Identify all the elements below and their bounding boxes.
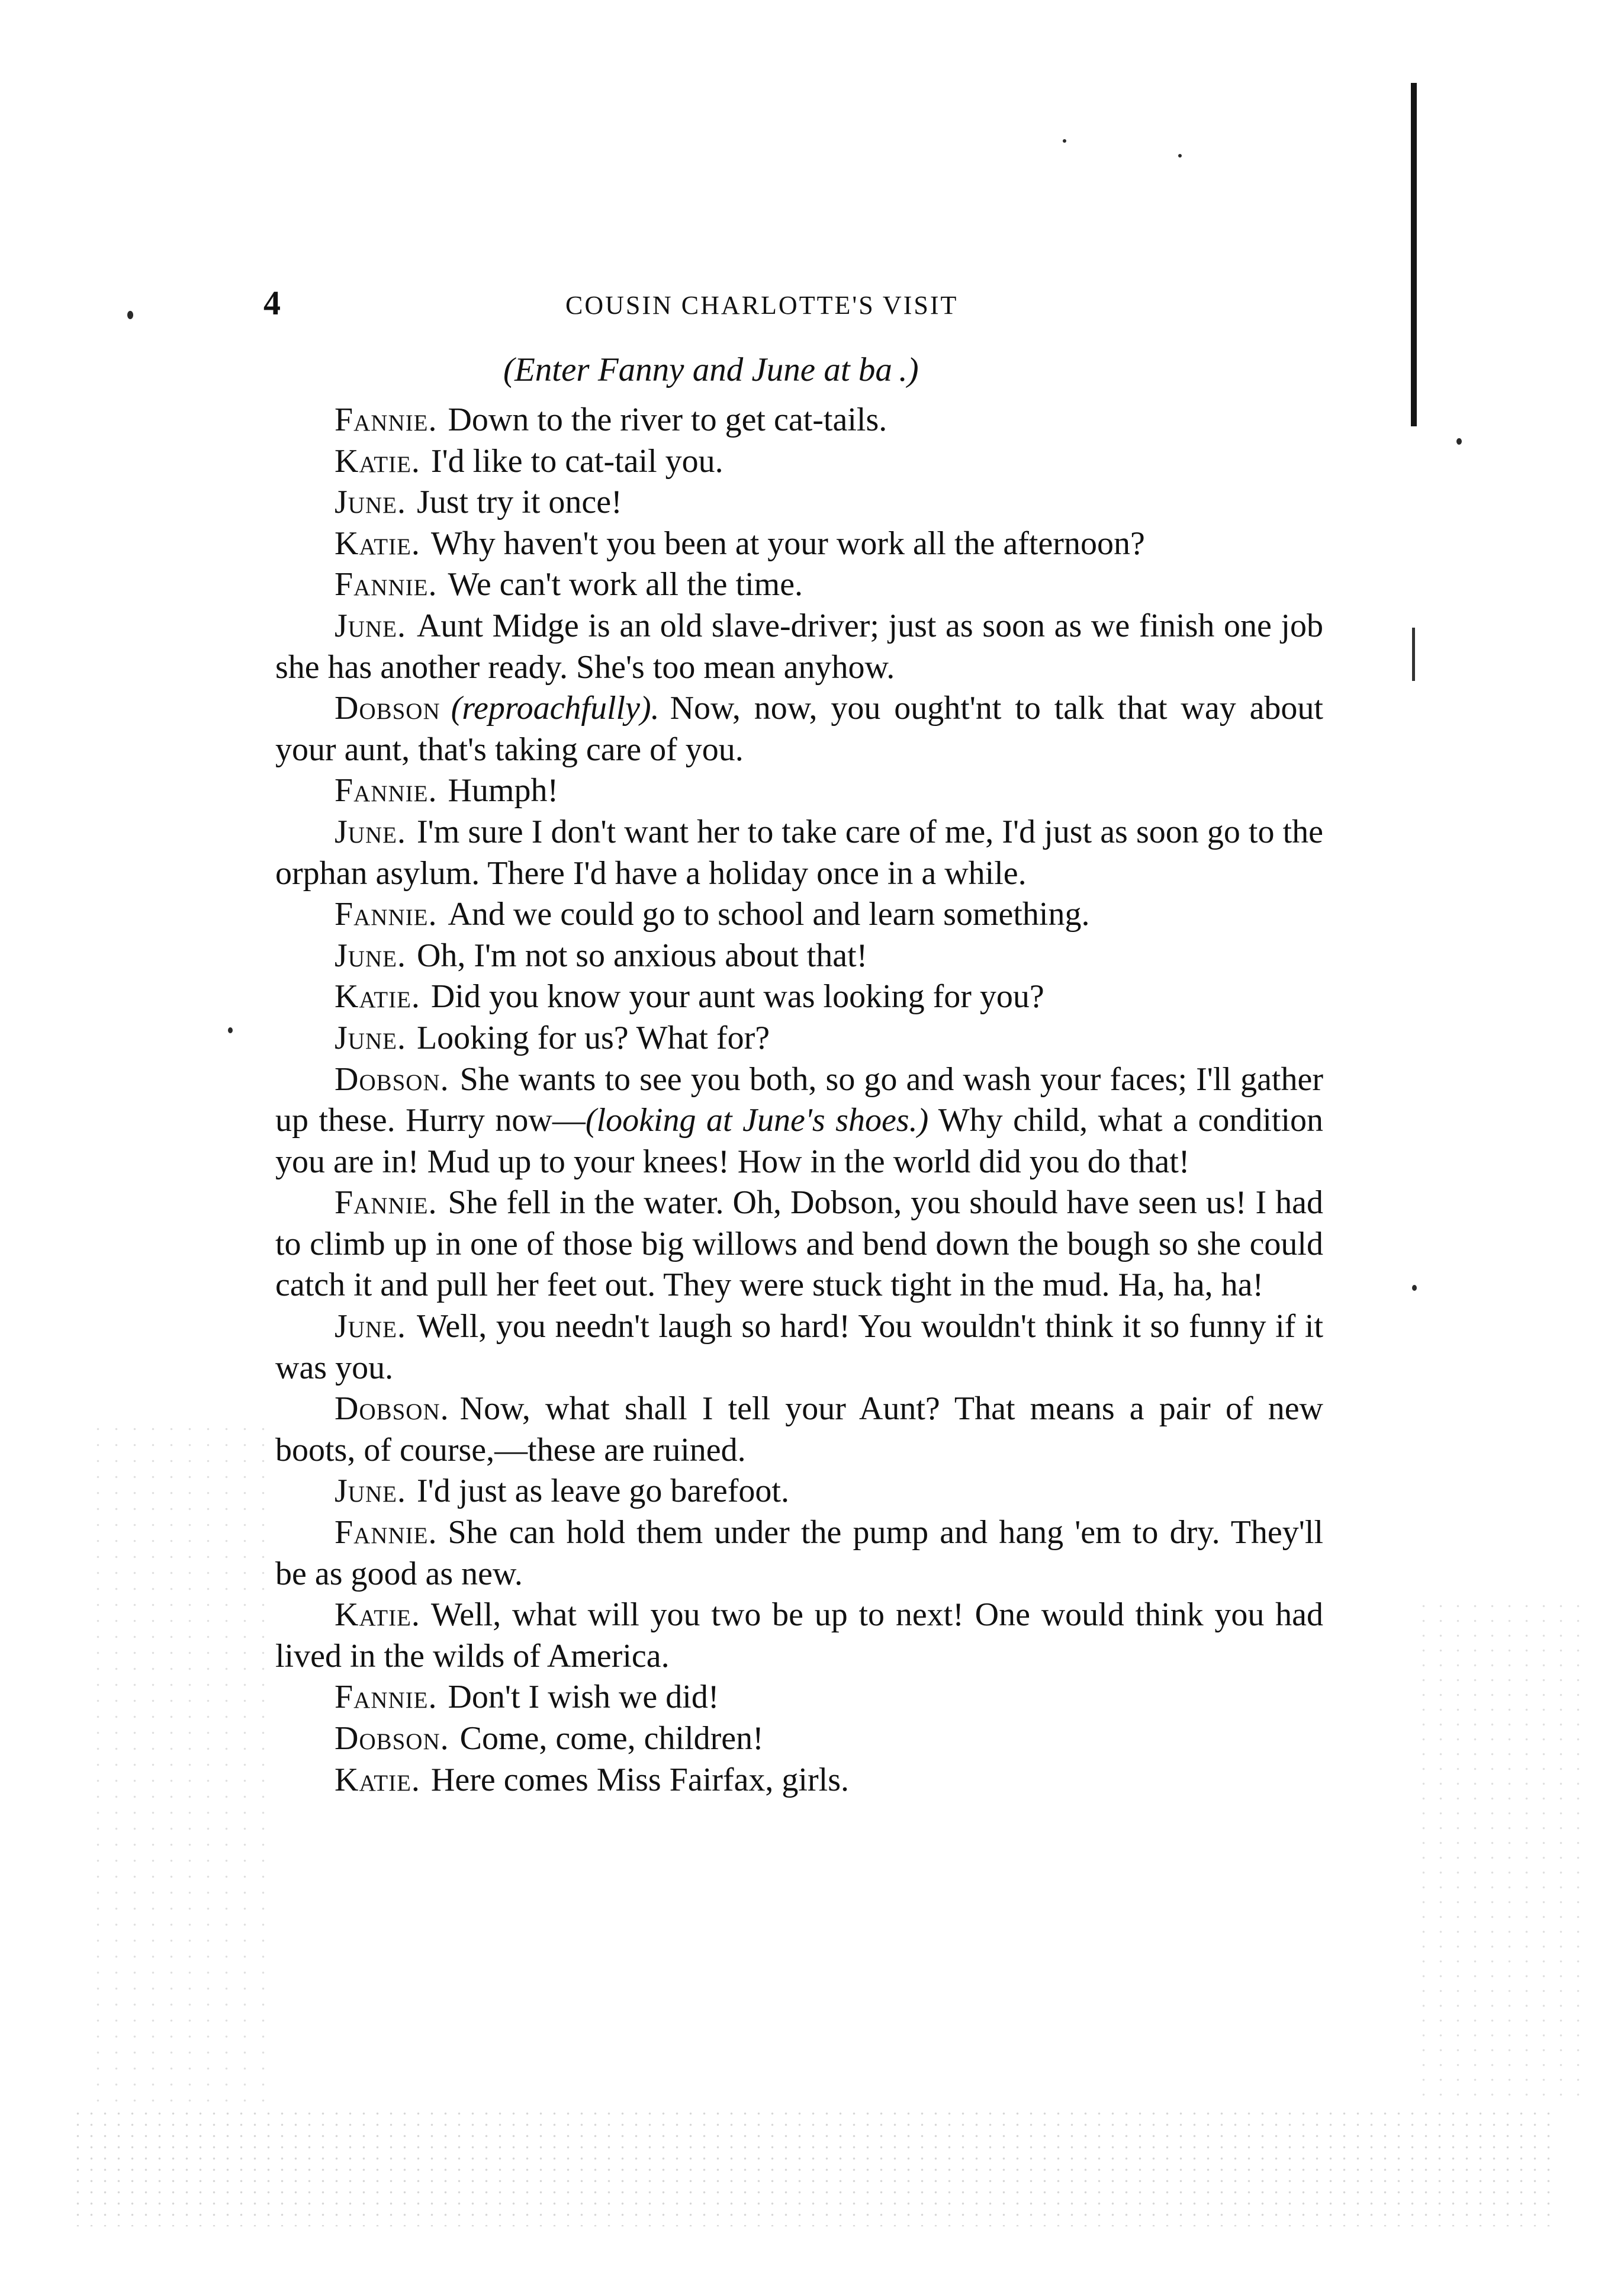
stage-direction: (Enter Fanny and June at ba .) [503, 351, 919, 388]
speech-text: Oh, I'm not so anxious about that! [416, 937, 868, 974]
speech-line [275, 936, 1323, 977]
speech-line [275, 441, 1323, 483]
speech-line [275, 606, 1323, 688]
speech-text: I'd just as leave go barefoot. [416, 1473, 789, 1510]
speech-text-continued: Why child, what a condition you are in! Mud up to your knees! How in the world did you do that! [275, 1102, 1324, 1180]
speech-text: We can't work all the time. [448, 566, 803, 603]
binding-edge-rule [1411, 83, 1417, 426]
speech-line [275, 894, 1323, 936]
speech-line [275, 1471, 1323, 1512]
speaker-name: Dobson. [335, 1390, 449, 1428]
speech-text: Well, you needn't laugh so hard! You wouldn't think it so funny if it was you. [275, 1308, 1323, 1386]
speaker-name: June. [335, 1019, 406, 1056]
speech-line [275, 1018, 1323, 1059]
speech-line [275, 770, 1323, 812]
speech-text: Well, what will you two be up to next! One would think you had lived in the wilds of America. [275, 1596, 1323, 1675]
speech-line [275, 1595, 1323, 1677]
speech-line [275, 1306, 1323, 1389]
speech-text: And we could go to school and learn something. [448, 896, 1090, 933]
scan-noise-bottom [71, 2108, 1551, 2226]
speech-text: Down to the river to get cat-tails. [448, 401, 887, 438]
scan-speck [1063, 139, 1066, 143]
speaker-name: June. [335, 1308, 406, 1345]
speech-line [275, 1677, 1323, 1718]
speaker-name: Fannie. [335, 1679, 438, 1716]
scan-speck [228, 1027, 233, 1033]
speech-text: Come, come, children! [459, 1720, 764, 1757]
speaker-name: Katie. [335, 1761, 420, 1798]
speech-aside: (looking at June's shoes.) [585, 1102, 929, 1139]
scan-speck [1178, 154, 1182, 158]
speaker-name: Dobson. [335, 1060, 449, 1098]
scan-speck [1456, 438, 1462, 445]
scan-speck [1412, 1285, 1417, 1291]
speech-text: Just try it once! [416, 484, 622, 521]
scan-noise-right [1415, 1599, 1593, 2102]
speaker-name: Katie. [335, 442, 420, 480]
speech-line [275, 482, 1323, 523]
speech-text: Looking for us? What for? [416, 1019, 770, 1056]
speech-line [275, 976, 1323, 1018]
page-number: 4 [263, 284, 281, 322]
speaker-name: Fannie. [335, 401, 438, 438]
speech-text: Here comes Miss Fairfax, girls. [430, 1761, 849, 1798]
speaker-name: June. [335, 484, 406, 521]
speech-line [275, 1059, 1323, 1183]
speech-line [275, 400, 1323, 441]
speaker-name: Katie. [335, 978, 420, 1015]
speaker-name: Dobson [335, 690, 440, 727]
speaker-name: Katie. [335, 1596, 420, 1634]
speech-text: Aunt Midge is an old slave-driver; just as soon as we finish one job she has another ready. She's too mean anyhow. [275, 607, 1323, 686]
speaker-name: June. [335, 1473, 406, 1510]
scan-noise-left [89, 1421, 266, 2102]
speaker-name: Fannie. [335, 566, 438, 603]
speech-text: I'd like to cat-tail you. [430, 442, 723, 480]
speech-text: Humph! [448, 772, 559, 809]
speech-line [275, 812, 1323, 894]
speech-line [275, 1512, 1323, 1595]
play-text [275, 400, 1323, 1801]
speech-text: I'm sure I don't want her to take care of me, I'd just as soon go to the orphan asylum. There I'd have a holiday once in a while. [275, 813, 1323, 892]
speech-text: Don't I wish we did! [448, 1679, 719, 1716]
speech-line [275, 1760, 1323, 1801]
speaker-name: Dobson. [335, 1720, 449, 1757]
speech-line [275, 564, 1323, 606]
speaker-name: Katie. [335, 525, 420, 562]
speech-text: Did you know your aunt was looking for you? [430, 978, 1044, 1015]
speech-line [275, 1389, 1323, 1471]
speech-line [275, 1718, 1323, 1760]
binding-edge-mark [1412, 628, 1415, 681]
speaker-name: June. [335, 813, 406, 850]
speech-line [275, 688, 1323, 770]
speech-text: Now, what shall I tell your Aunt? That means a pair of new boots, of course,—these are ruined. [275, 1390, 1323, 1468]
speech-line [275, 1182, 1323, 1306]
speaker-name: Fannie. [335, 1184, 438, 1222]
speech-line [275, 523, 1323, 565]
speech-text: Now, now, you ought'nt to talk that way about your aunt, that's taking care of you. [275, 690, 1323, 768]
running-head: COUSIN CHARLOTTE'S VISIT [565, 291, 959, 320]
speaker-name: Fannie. [335, 772, 438, 809]
speech-text: Why haven't you been at your work all the afternoon? [430, 525, 1145, 562]
speech-text: She wants to see you both, so go and wash your faces; I'll gather up these. Hurry now— [275, 1060, 1323, 1139]
speech-text: She fell in the water. Oh, Dobson, you should have seen us! I had to climb up in one of those big willows and bend down the bough so she could catch it and pull her feet out. They were stuck tight in the mud. Ha, ha, ha! [275, 1184, 1323, 1304]
speaker-name: June. [335, 607, 406, 644]
speech-text: She can hold them under the pump and hang 'em to dry. They'll be as good as new. [275, 1514, 1323, 1592]
speech-parenthetical: (reproachfully). [451, 690, 660, 727]
speaker-name: June. [335, 937, 406, 974]
speaker-name: Fannie. [335, 1514, 438, 1551]
scan-speck [127, 311, 133, 319]
speaker-name: Fannie. [335, 896, 438, 933]
